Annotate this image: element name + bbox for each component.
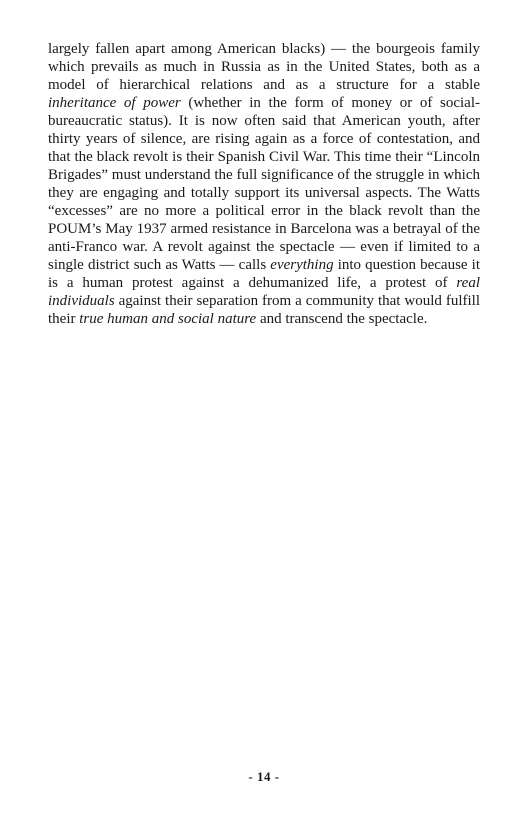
text-segment: largely fallen apart among American blacks) — the bourgeois family which prevails as much in Russia as in the United States, both as a model of hierarchical relations and as a structure for a stable bbox=[48, 41, 480, 93]
italic-segment: inheritance of power bbox=[48, 95, 181, 111]
italic-segment: real individuals bbox=[48, 275, 480, 309]
italic-segment: everything bbox=[270, 257, 334, 273]
italic-segment: true human and social nature bbox=[79, 311, 257, 327]
body-text bbox=[48, 40, 480, 328]
text-segment: into question because it is a human protest against a dehumanized life, a protest of bbox=[48, 257, 481, 291]
text-segment: against their separation from a community that would fulfill their bbox=[48, 293, 480, 327]
paragraph bbox=[48, 40, 480, 328]
text-segment: and transcend the spectacle. bbox=[256, 311, 428, 327]
page-number: - 14 - bbox=[248, 769, 280, 784]
text-segment: (whether in the form of money or of social-bureaucratic status). It is now often said that American youth, after thirty years of silence, are rising again as a force of contestation, and that the black revolt is their Spanish Civil War. This time their “Lincoln Brigades” must understand the full significance of the struggle in which they are engaging and totally support its universal aspects. The Watts “excesses” are no more a political error in the black revolt than the POUM’s May 1937 armed resistance in Barcelona was a betrayal of the anti-Franco war. A revolt against the spectacle — even if limited to a single district such as Watts — calls bbox=[48, 95, 481, 273]
